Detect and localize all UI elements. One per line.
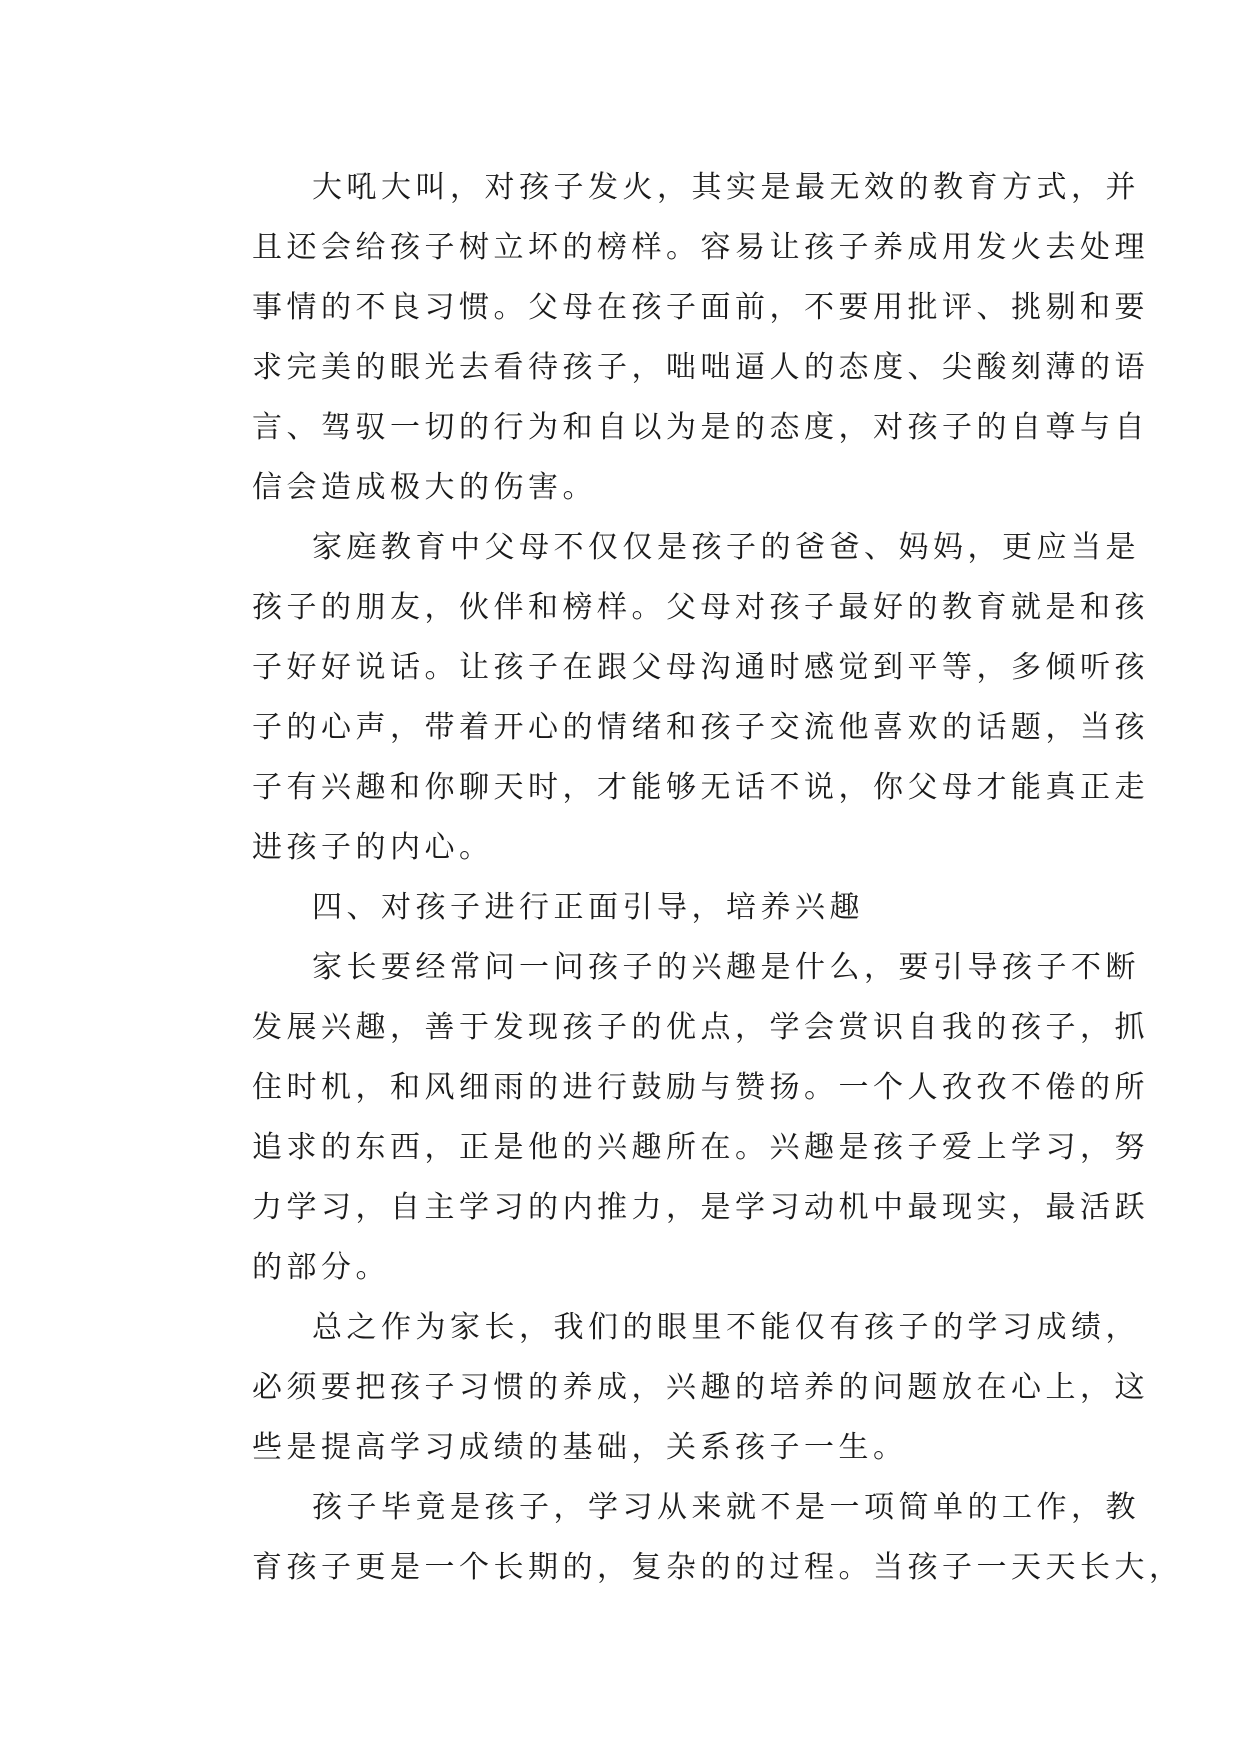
text-line: 力学习，自主学习的内推力，是学习动机中最现实，最活跃: [252, 1190, 1149, 1225]
text-line: 总之作为家长，我们的眼里不能仅有孩子的学习成绩，: [312, 1310, 1140, 1345]
paragraph-1: [192, 158, 1149, 518]
text-line: 家庭教育中父母不仅仅是孩子的爸爸、妈妈，更应当是: [312, 530, 1140, 565]
document-body: [192, 158, 1184, 1598]
section-heading: [192, 878, 1054, 938]
text-line: 求完美的眼光去看待孩子，咄咄逼人的态度、尖酸刻薄的语: [252, 350, 1149, 385]
text-line: 子好好说话。让孩子在跟父母沟通时感觉到平等，多倾听孩: [252, 650, 1149, 685]
text-line: 发展兴趣，善于发现孩子的优点，学会赏识自我的孩子，抓: [252, 1010, 1149, 1045]
text-line: 事情的不良习惯。父母在孩子面前，不要用批评、挑剔和要: [252, 290, 1149, 325]
text-line: 大吼大叫，对孩子发火，其实是最无效的教育方式，并: [312, 170, 1140, 205]
text-line: 住时机，和风细雨的进行鼓励与赞扬。一个人孜孜不倦的所: [252, 1070, 1149, 1105]
text-line: 进孩子的内心。: [252, 830, 494, 865]
text-line: 育孩子更是一个长期的，复杂的的过程。当孩子一天天长大，: [252, 1550, 1184, 1585]
text-line: 孩子的朋友，伙伴和榜样。父母对孩子最好的教育就是和孩: [252, 590, 1149, 625]
text-line: 言、驾驭一切的行为和自以为是的态度，对孩子的自尊与自: [252, 410, 1149, 445]
paragraph-3: [192, 938, 1149, 1298]
text-line: 子有兴趣和你聊天时，才能够无话不说，你父母才能真正走: [252, 770, 1149, 805]
heading-line: 四、对孩子进行正面引导，培养兴趣: [312, 890, 864, 925]
text-line: 的部分。: [252, 1250, 390, 1285]
text-line: 家长要经常问一问孩子的兴趣是什么，要引导孩子不断: [312, 950, 1140, 985]
paragraph-2: [192, 518, 1149, 878]
text-line: 孩子毕竟是孩子，学习从来就不是一项简单的工作，教: [312, 1490, 1140, 1525]
text-line: 信会造成极大的伤害。: [252, 470, 597, 505]
text-line: 子的心声，带着开心的情绪和孩子交流他喜欢的话题，当孩: [252, 710, 1149, 745]
text-line: 些是提高学习成绩的基础，关系孩子一生。: [252, 1430, 908, 1465]
text-line: 且还会给孩子树立坏的榜样。容易让孩子养成用发火去处理: [252, 230, 1149, 265]
text-line: 必须要把孩子习惯的养成，兴趣的培养的问题放在心上，这: [252, 1370, 1149, 1405]
paragraph-4: [192, 1298, 1149, 1478]
paragraph-5: [192, 1478, 1184, 1598]
text-line: 追求的东西，正是他的兴趣所在。兴趣是孩子爱上学习，努: [252, 1130, 1149, 1165]
